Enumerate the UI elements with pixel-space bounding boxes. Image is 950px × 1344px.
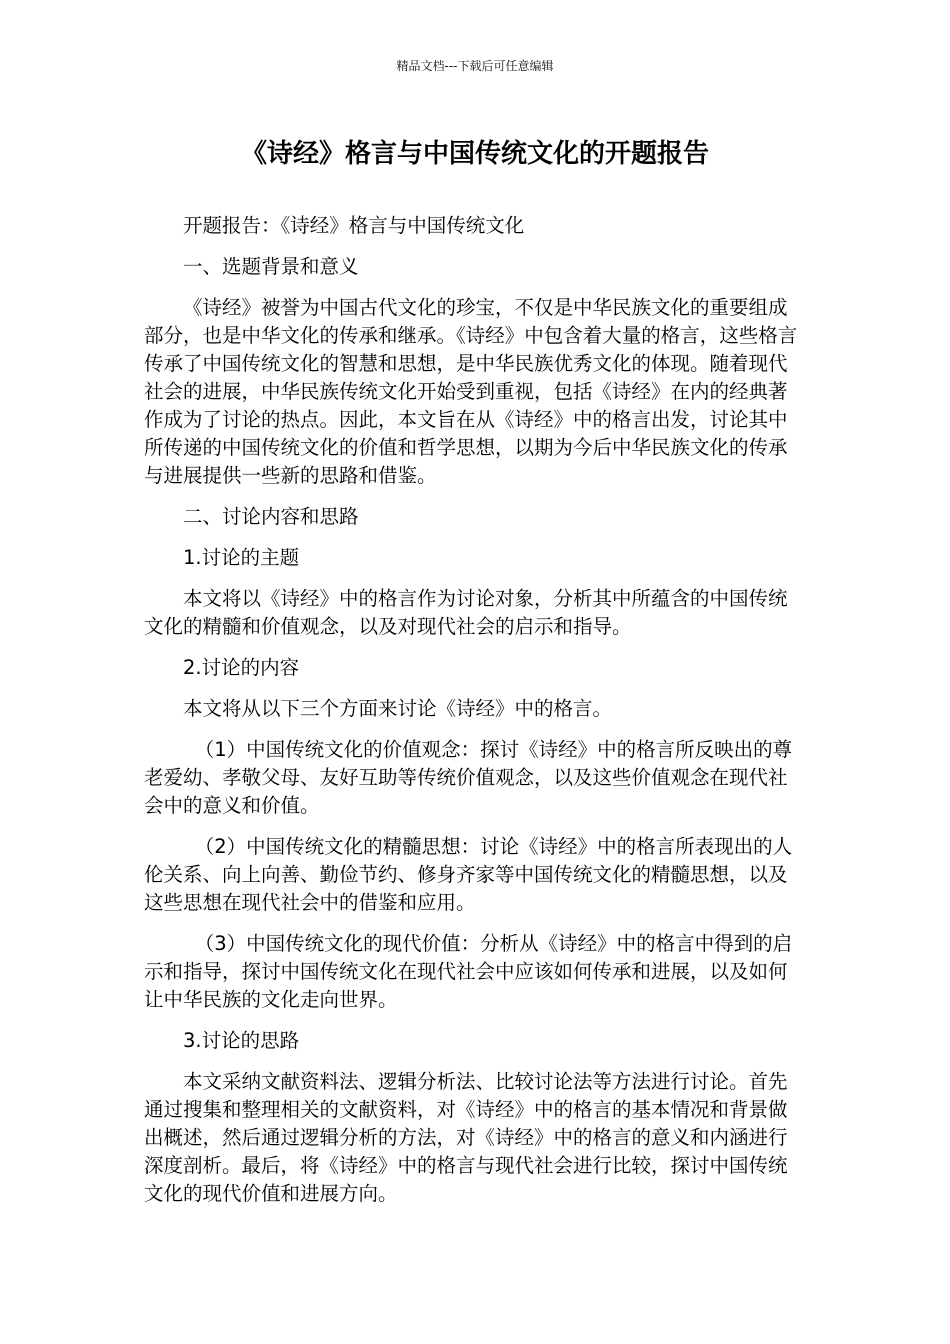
- list-item-values: （1）中国传统文化的价值观念：探讨《诗经》中的格言所反映出的尊老爱幼、孝敬父母、友好互助等传统价值观念，以及这些价值观念在现代社会中的意义和价值。: [144, 738, 793, 817]
- subheading-approach: 3.讨论的思路: [183, 1029, 300, 1052]
- document-title: 《诗经》格言与中国传统文化的开题报告: [240, 139, 709, 169]
- document-body: [144, 212, 806, 1221]
- section-heading-background: 一、选题背景和意义: [183, 255, 359, 278]
- paragraph-content-intro: 本文将从以下三个方面来讨论《诗经》中的格言。: [183, 697, 613, 720]
- subheading-topic: 1.讨论的主题: [183, 546, 300, 569]
- section-heading-content: 二、讨论内容和思路: [183, 505, 359, 528]
- paragraph-background: 《诗经》被誉为中国古代文化的珍宝，不仅是中华民族文化的重要组成部分，也是中华文化的传承和继承。《诗经》中包含着大量的格言，这些格言传承了中国传统文化的智慧和思想，是中华民族优秀文化的体现。随着现代社会的进展，中华民族传统文化开始受到重视，包括《诗经》在内的经典著作成为了讨论的热点。因此，本文旨在从《诗经》中的格言出发，讨论其中所传递的中国传统文化的价值和哲学思想，以期为今后中华民族文化的传承与进展提供一些新的思路和借鉴。: [144, 296, 798, 487]
- paragraph-topic: 本文将以《诗经》中的格言作为讨论对象，分析其中所蕴含的中国传统文化的精髓和价值观念，以及对现代社会的启示和指导。: [144, 587, 788, 638]
- page-header: 精品文档---下载后可任意编辑: [396, 59, 554, 73]
- paragraph-approach: 本文采纳文献资料法、逻辑分析法、比较讨论法等方法进行讨论。首先通过搜集和整理相关的文献资料，对《诗经》中的格言的基本情况和背景做出概述，然后通过逻辑分析的方法，对《诗经》中的格言的意义和内涵进行深度剖析。最后，将《诗经》中的格言与现代社会进行比较，探讨中国传统文化的现代价值和进展方向。: [144, 1070, 788, 1205]
- list-item-modern-value: （3）中国传统文化的现代价值：分析从《诗经》中的格言中得到的启示和指导，探讨中国传统文化在现代社会中应该如何传承和进展，以及如何让中华民族的文化走向世界。: [144, 932, 793, 1011]
- report-subtitle: 开题报告：《诗经》格言与中国传统文化: [183, 214, 525, 237]
- subheading-content: 2.讨论的内容: [183, 656, 300, 679]
- list-item-essence: （2）中国传统文化的精髓思想：讨论《诗经》中的格言所表现出的人伦关系、向上向善、勤俭节约、修身齐家等中国传统文化的精髓思想，以及这些思想在现代社会中的借鉴和应用。: [144, 835, 793, 914]
